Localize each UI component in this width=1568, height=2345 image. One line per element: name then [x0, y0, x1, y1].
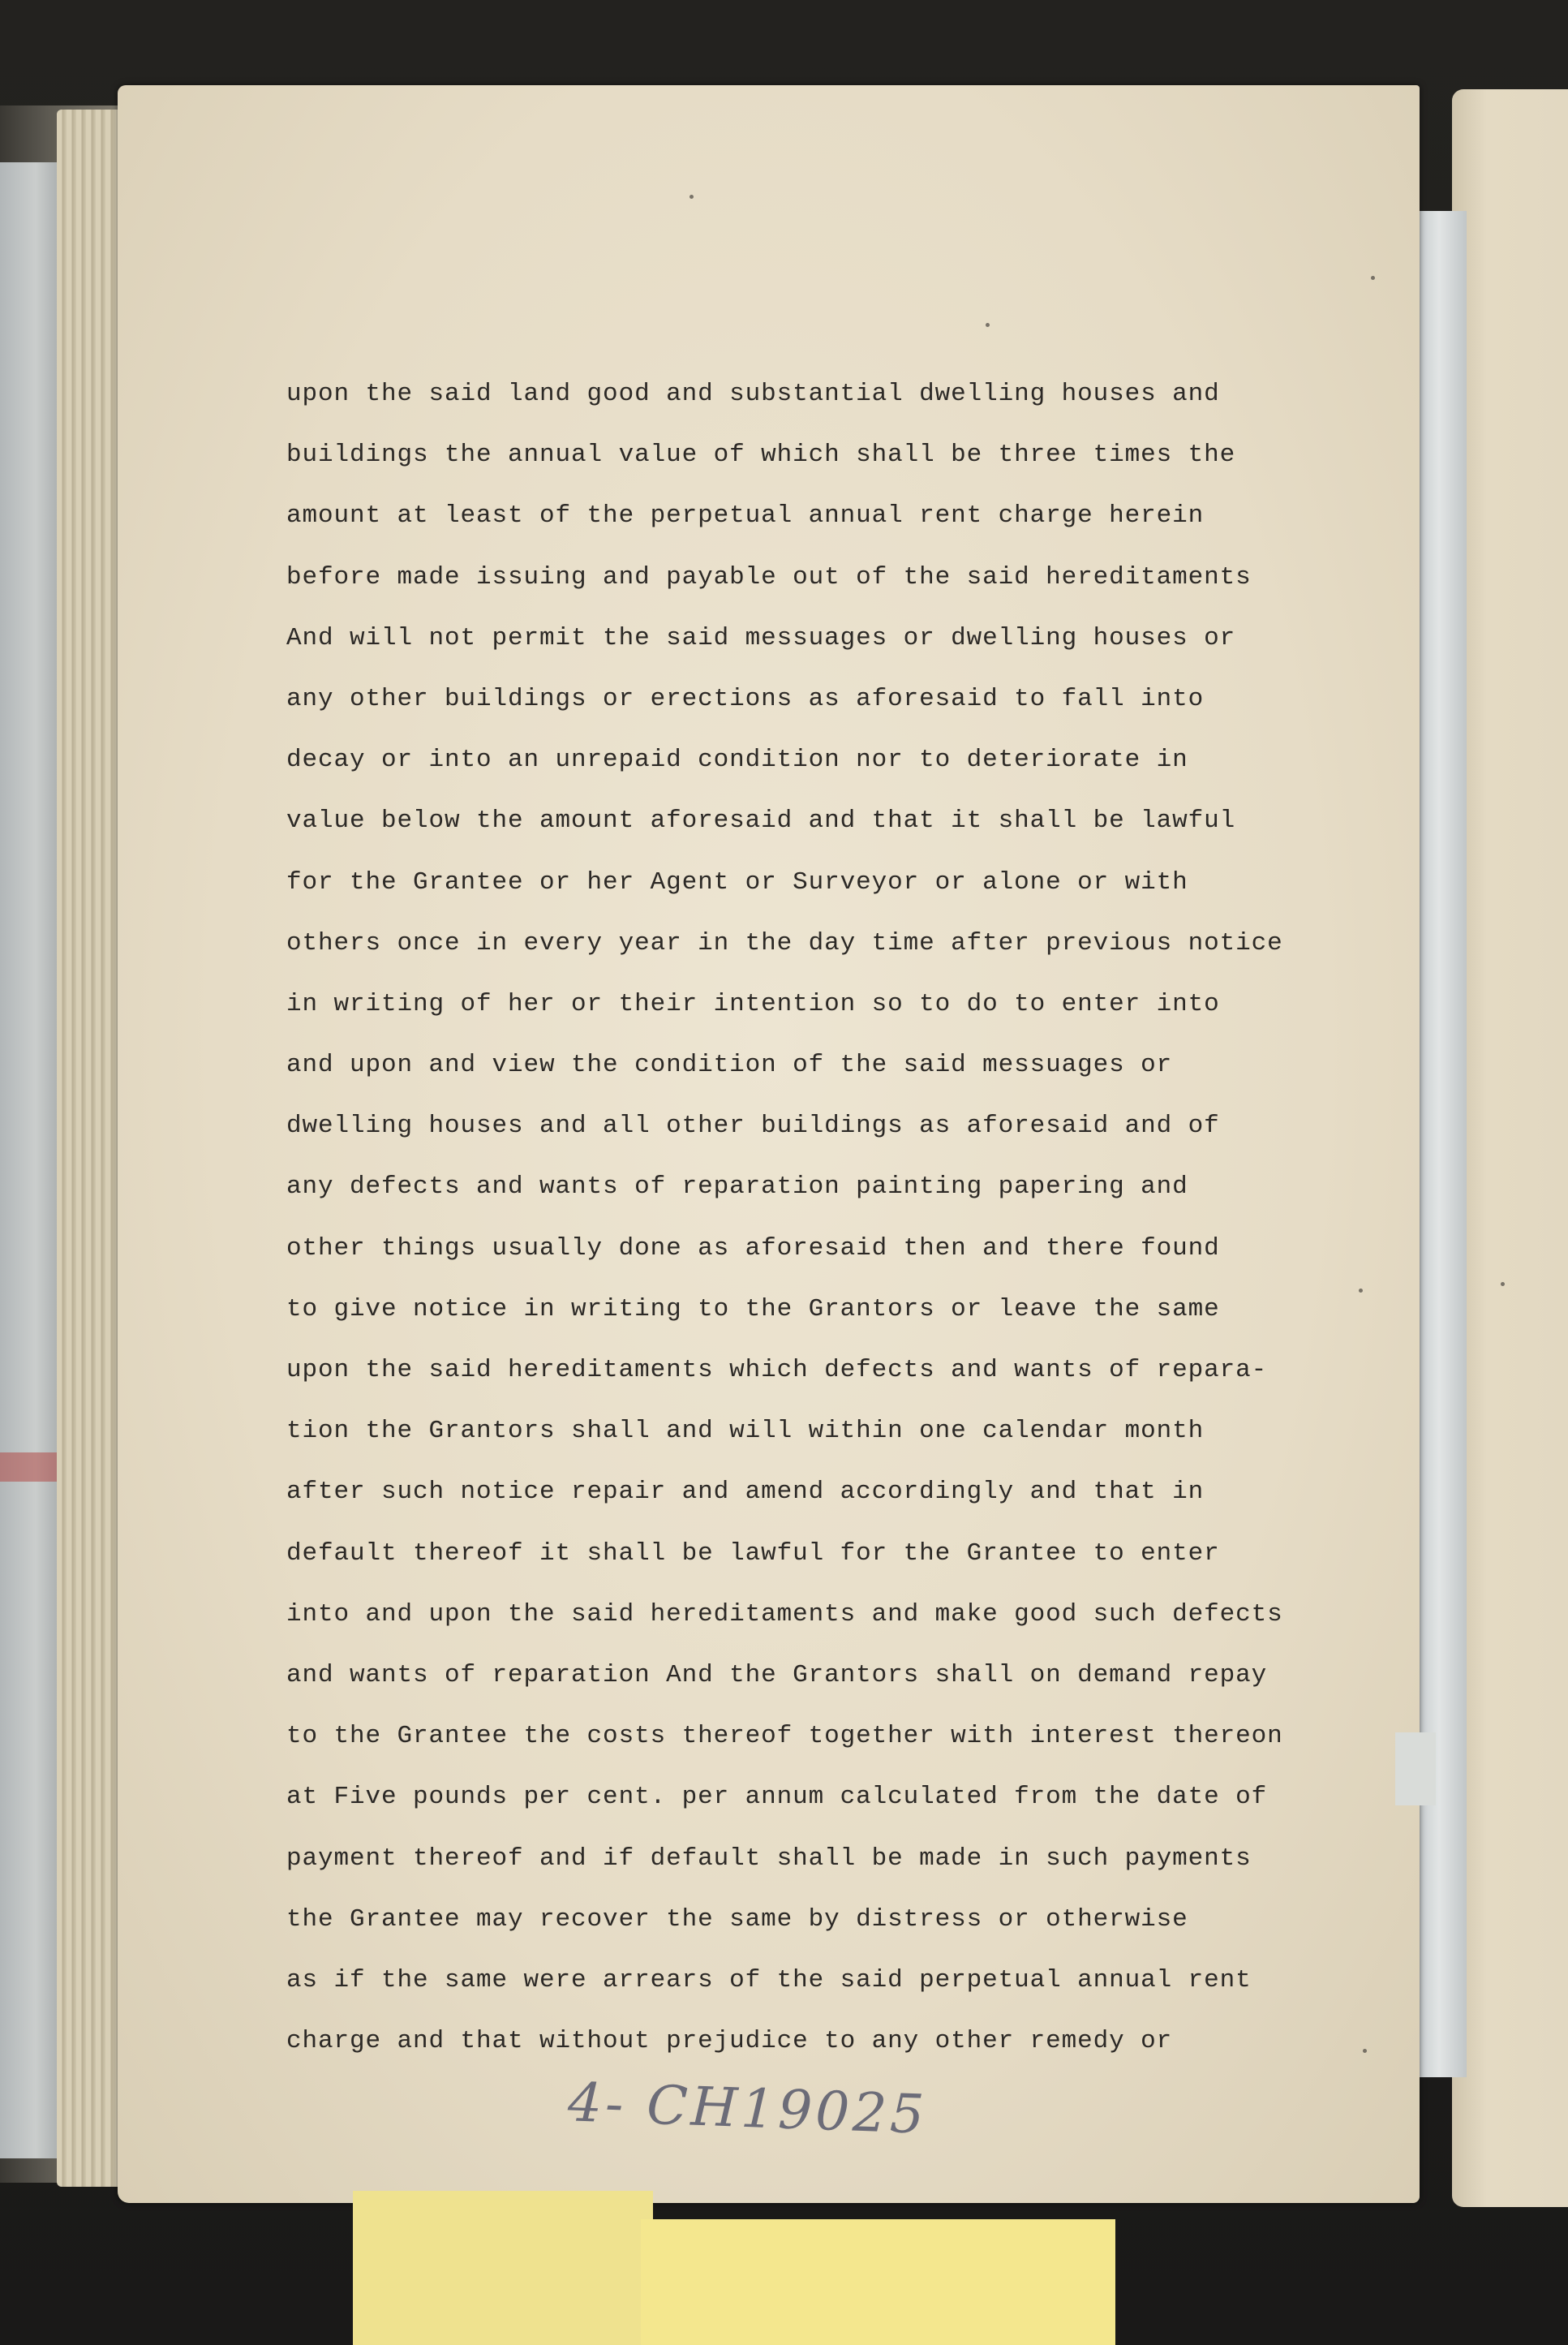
text-line: others once in every year in the day time after previous notice: [286, 928, 1283, 957]
text-line: upon the said hereditaments which defects and wants of repara-: [286, 1356, 1268, 1384]
text-line: dwelling houses and all other buildings as aforesaid and of: [286, 1112, 1220, 1141]
text-line: to the Grantee the costs thereof together with interest thereon: [286, 1722, 1283, 1751]
text-line: charge and that without prejudice to any other remedy or: [286, 2027, 1173, 2056]
text-line: and wants of reparation And the Grantors shall on demand repay: [286, 1660, 1268, 1689]
text-line: value below the amount aforesaid and that it shall be lawful: [286, 807, 1236, 836]
text-line: to give notice in writing to the Grantors or leave the same: [286, 1294, 1220, 1323]
text-line: the Grantee may recover the same by distress or otherwise: [286, 1904, 1188, 1934]
text-line: in writing of her or their intention so to do to enter into: [286, 989, 1220, 1018]
text-line: And will not permit the said messuages or dwelling houses or: [286, 623, 1236, 652]
text-line: before made issuing and payable out of the said hereditaments: [286, 562, 1252, 592]
typed-text-body: [286, 364, 1341, 2072]
text-line: other things usually done as aforesaid then and there found: [286, 1233, 1220, 1263]
side-label: [1395, 1732, 1436, 1805]
text-line: at Five pounds per cent. per annum calculated from the date of: [286, 1783, 1268, 1812]
paper-speck: [1501, 1282, 1505, 1286]
text-line: tion the Grantors shall and will within one calendar month: [286, 1417, 1205, 1446]
sticky-note-left: [353, 2191, 653, 2345]
text-line: any defects and wants of reparation painting papering and: [286, 1172, 1188, 1202]
handwritten-reference: 4- CH19025: [566, 2071, 929, 2146]
paper-speck: [689, 195, 694, 199]
text-line: into and upon the said hereditaments and make good such defects: [286, 1599, 1283, 1629]
text-line: decay or into an unrepaid condition nor to deteriorate in: [286, 746, 1188, 775]
adjacent-page: [1452, 89, 1568, 2207]
text-line: after such notice repair and amend accordingly and that in: [286, 1478, 1205, 1507]
binder-plastic-sleeve: [0, 162, 65, 2158]
text-line: upon the said land good and substantial dwelling houses and: [286, 380, 1220, 408]
paper-speck: [986, 323, 990, 327]
text-line: as if the same were arrears of the said perpetual annual rent: [286, 1965, 1252, 1994]
paper-speck: [1371, 276, 1375, 280]
text-line: default thereof it shall be lawful for the Grantee to enter: [286, 1538, 1220, 1568]
paper-speck: [1363, 2049, 1367, 2053]
text-line: buildings the annual value of which shall be three times the: [286, 441, 1236, 470]
text-line: amount at least of the perpetual annual rent charge herein: [286, 501, 1205, 531]
text-line: payment thereof and if default shall be made in such payments: [286, 1844, 1252, 1873]
text-line: any other buildings or erections as aforesaid to fall into: [286, 684, 1205, 713]
text-line: for the Grantee or her Agent or Surveyor or alone or with: [286, 867, 1188, 897]
sticky-note-right: [641, 2219, 1115, 2345]
paper-speck: [1359, 1289, 1363, 1293]
text-line: and upon and view the condition of the said messuages or: [286, 1051, 1173, 1080]
